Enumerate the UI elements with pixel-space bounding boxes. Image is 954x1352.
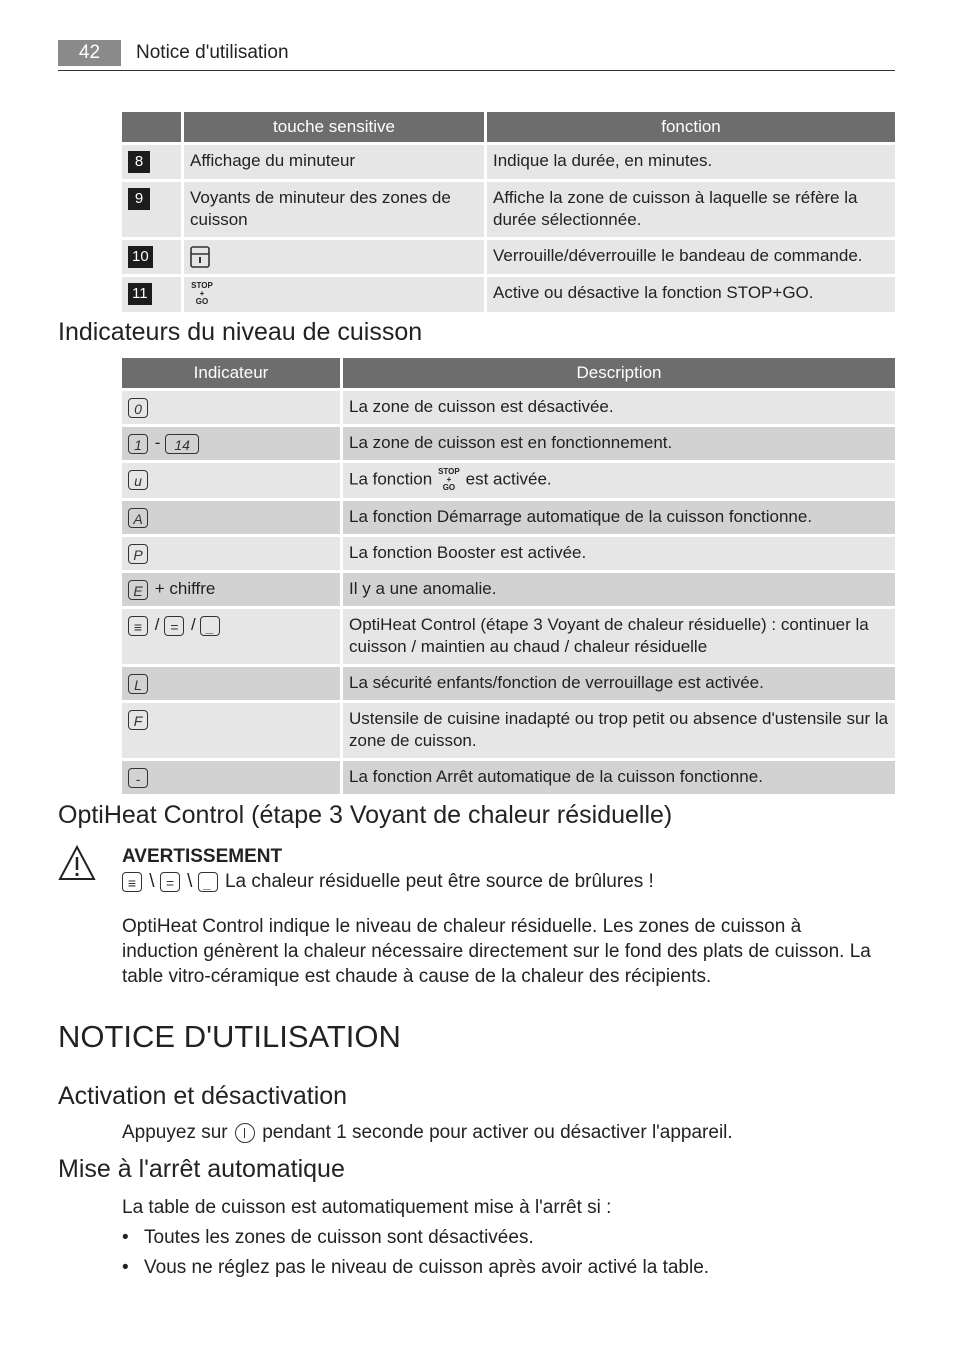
table-cell: La fonction STOP + GO est activée. — [343, 463, 895, 498]
warning-text: ≡ \ = \ _ La chaleur résiduelle peut être source de brûlures ! — [122, 869, 654, 894]
warning-title: AVERTISSEMENT — [122, 846, 283, 867]
display-digit-icon: ≡ — [128, 616, 148, 636]
table-header-row — [122, 112, 895, 142]
paragraph: OptiHeat Control indique le niveau de chaleur résiduelle. Les zones de cuisson à induction génèrent la chaleur nécessaire directement sur le fond des plats de cuisson. La table vitro-céramique est chaude à cause de la chaleur des récipients. — [122, 916, 871, 987]
table-cell: La zone de cuisson est désactivée. — [343, 391, 895, 424]
stop-go-icon: STOP + GO — [438, 467, 460, 492]
list-item: • Toutes les zones de cuisson sont désactivées. — [122, 1227, 534, 1248]
column-header: Indicateur — [122, 358, 340, 388]
section-heading: Mise à l'arrêt automatique — [58, 1155, 345, 1183]
sensor-keys-table — [119, 109, 898, 315]
lock-icon — [190, 246, 210, 268]
table-row — [122, 182, 895, 237]
display-digit-icon: A — [128, 508, 148, 528]
table-cell: Affiche la zone de cuisson à laquelle se réfère la durée sélectionnée. — [487, 182, 895, 237]
table-cell: Active ou désactive la fonction STOP+GO. — [487, 277, 895, 312]
table-row — [122, 667, 895, 700]
cooking-level-table — [119, 355, 898, 797]
table-row — [122, 703, 895, 758]
display-digit-icon: = — [164, 616, 184, 636]
display-digit-icon: 0 — [128, 398, 148, 418]
table-row — [122, 537, 895, 570]
table-cell: La fonction Démarrage automatique de la cuisson fonctionne. — [343, 501, 895, 534]
table-cell: La fonction Arrêt automatique de la cuisson fonctionne. — [343, 761, 895, 794]
header-title: Notice d'utilisation — [136, 42, 289, 63]
paragraph: Appuyez sur pendant 1 seconde pour activer ou désactiver l'appareil. — [122, 1122, 733, 1143]
table-cell: Il y a une anomalie. — [343, 573, 895, 606]
section-heading: Activation et désactivation — [58, 1082, 348, 1110]
display-digit-icon: _ — [198, 872, 218, 892]
column-header: fonction — [487, 112, 895, 142]
table-row — [122, 463, 895, 498]
display-digit-icon: E — [128, 580, 148, 600]
table-row — [122, 501, 895, 534]
section-heading: OptiHeat Control (étape 3 Voyant de chaleur résiduelle) — [58, 801, 673, 829]
display-digit-icon: = — [160, 872, 180, 892]
display-digit-icon: ≡ — [122, 872, 142, 892]
column-header: Description — [343, 358, 895, 388]
item-number: 11 — [128, 283, 152, 305]
table-row — [122, 277, 895, 312]
table-cell: OptiHeat Control (étape 3 Voyant de chaleur résiduelle) : continuer la cuisson / maintien au chaud / chaleur résiduelle — [343, 609, 895, 664]
table-row — [122, 761, 895, 794]
table-cell: La zone de cuisson est en fonctionnement. — [343, 427, 895, 460]
warning-icon — [58, 845, 96, 881]
table-cell: Ustensile de cuisine inadapté ou trop petit ou absence d'ustensile sur la zone de cuisson. — [343, 703, 895, 758]
power-icon — [235, 1123, 255, 1143]
table-cell: La fonction Booster est activée. — [343, 537, 895, 570]
item-number: 10 — [128, 246, 153, 268]
display-digit-icon: u — [128, 470, 148, 490]
table-row: 1 - 14 La zone de cuisson est en fonctionnement. — [122, 427, 895, 460]
chapter-title: NOTICE D'UTILISATION — [58, 1019, 401, 1054]
section-heading: Indicateurs du niveau de cuisson — [58, 318, 423, 346]
list-item: • Vous ne réglez pas le niveau de cuisson après avoir activé la table. — [122, 1257, 710, 1278]
table-cell: Indique la durée, en minutes. — [487, 145, 895, 179]
table-row: E + chiffre Il y a une anomalie. — [122, 573, 895, 606]
table-row: ≡ / = / _ OptiHeat Control (étape 3 Voyant de chaleur résiduelle) : continuer la cuisson / maintien au chaud / chaleur résiduelle — [122, 609, 895, 664]
display-digit-icon: P — [128, 544, 148, 564]
column-header: touche sensitive — [184, 112, 484, 142]
table-cell: Affichage du minuteur — [184, 145, 484, 179]
display-digit-icon: F — [128, 710, 148, 730]
display-digit-icon: 1 — [128, 434, 148, 454]
table-cell: Verrouille/déverrouille le bandeau de commande. — [487, 240, 895, 274]
table-header-row — [122, 358, 895, 388]
table-row — [122, 240, 895, 274]
table-row — [122, 391, 895, 424]
item-number: 9 — [128, 188, 150, 210]
paragraph: La table de cuisson est automatiquement mise à l'arrêt si : — [122, 1197, 612, 1218]
header-divider — [58, 70, 895, 71]
table-row — [122, 145, 895, 179]
display-digit-icon: L — [128, 674, 148, 694]
table-cell: La sécurité enfants/fonction de verrouillage est activée. — [343, 667, 895, 700]
stop-go-icon: STOP + GO — [191, 281, 213, 306]
page-number: 42 — [58, 40, 121, 66]
item-number: 8 — [128, 151, 150, 173]
display-digit-icon: 14 — [165, 434, 199, 454]
column-header — [122, 112, 181, 142]
display-digit-icon: - — [128, 768, 148, 788]
table-cell: Voyants de minuteur des zones de cuisson — [184, 182, 484, 237]
display-digit-icon: _ — [200, 616, 220, 636]
